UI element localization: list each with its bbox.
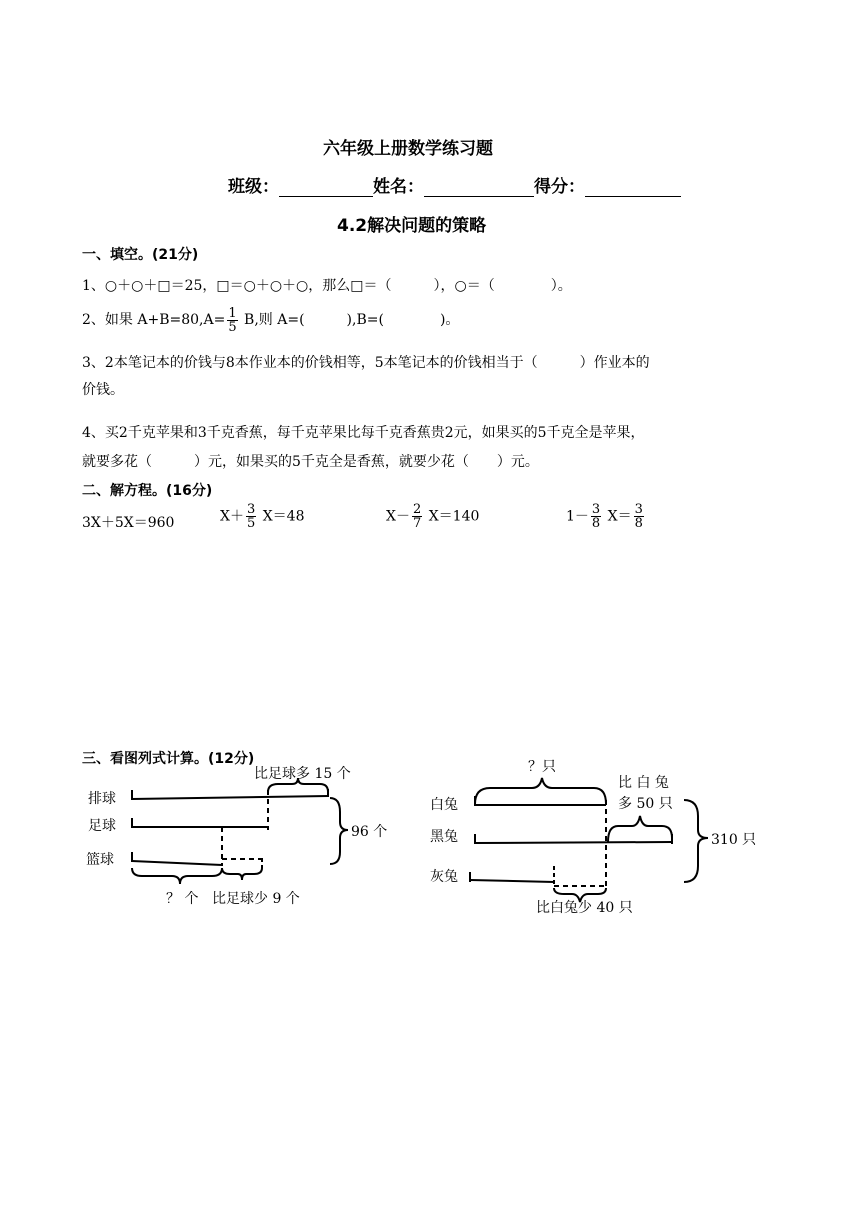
unknown-count: ？ 个 [166,891,199,907]
note-less-40: 比白兔少 40 只 [536,900,633,916]
total-brace [684,800,708,882]
eq3-den: 7 [412,516,422,531]
section2-heading: 二、解方程。(16分) [82,483,213,499]
question-3-line1: 3、2本笔记本的价钱与8本作业本的价钱相等，5本笔记本的价钱相当于（ ）作业本的 [82,355,650,371]
q2-frac-num: 1 [228,305,237,321]
basketball-bar [132,861,222,865]
section1-heading: 一、填空。(21分) [82,247,199,263]
note-less-9: 比足球少 9 个 [212,891,300,907]
left-line-diagram [132,778,348,884]
label-white-rabbit: 白兔 [430,797,458,813]
name-label: 姓名： [373,177,424,197]
volleyball-bar [132,796,328,799]
note-more-50-line1: 比 白 兔 [618,775,669,791]
eq3-num: 2 [412,502,422,517]
section3-heading: 三、看图列式计算。(12分) [82,751,255,767]
eq4-rden: 8 [634,516,643,531]
label-black-rabbit: 黑兔 [430,829,458,845]
eq4-mid: X＝ [603,508,632,525]
page-title: 六年级上册数学练习题 [323,139,493,159]
label-football: 足球 [88,818,116,834]
label-volleyball: 排球 [88,791,116,807]
eq2-num: 3 [246,502,256,517]
unknown-brace [475,778,606,804]
eq2-den: 5 [246,516,256,531]
less-brace [222,868,262,880]
unknown-rabbit-count: ？只 [528,759,556,775]
label-gray-rabbit: 灰兔 [430,869,458,885]
total-brace [330,798,348,864]
eq3-suffix: X＝140 [424,508,480,525]
question-4-line2: 就要多花（ ）元，如果买的5千克全是香蕉，就要少花（ ）元。 [82,454,539,470]
class-label: 班级： [228,177,279,197]
eq4-prefix: 1－ [566,508,589,525]
total-96: 96 个 [351,824,388,840]
score-label: 得分： [534,177,585,197]
question-3-line2: 价钱。 [82,382,124,398]
equation-1: 3X＋5X＝960 [82,515,175,531]
gray-rabbit-bar [470,880,554,882]
question-4-line1: 4、买2千克苹果和3千克香蕉，每千克苹果比每千克香蕉贵2元，如果买的5千克全是苹果， [82,425,645,441]
q2-suffix: B,则 A=( ),B=( )。 [239,312,460,328]
label-basketball: 篮球 [86,852,114,868]
more-brace [608,816,672,842]
black-rabbit-bar [475,842,672,843]
eq2-suffix: X＝48 [258,508,305,525]
q2-frac-den: 5 [228,319,237,335]
unknown-brace [132,868,222,884]
lesson-subtitle: 4.2解决问题的策略 [337,216,487,236]
eq3-prefix: X－ [386,508,410,525]
note-more-15: 比足球多 15 个 [254,766,351,782]
eq4-rnum: 3 [634,502,643,517]
question-1: 1、○＋○＋□＝25，□＝○＋○＋○，那么□＝（ ），○＝（ ）。 [82,278,572,294]
q2-prefix: 2、如果 A+B=80,A= [82,312,226,328]
note-more-50-line2: 多 50 只 [618,796,673,812]
eq4-num: 3 [591,502,601,517]
total-310: 310 只 [711,832,757,848]
eq2-prefix: X＋ [220,508,244,525]
eq4-den: 8 [591,516,601,531]
